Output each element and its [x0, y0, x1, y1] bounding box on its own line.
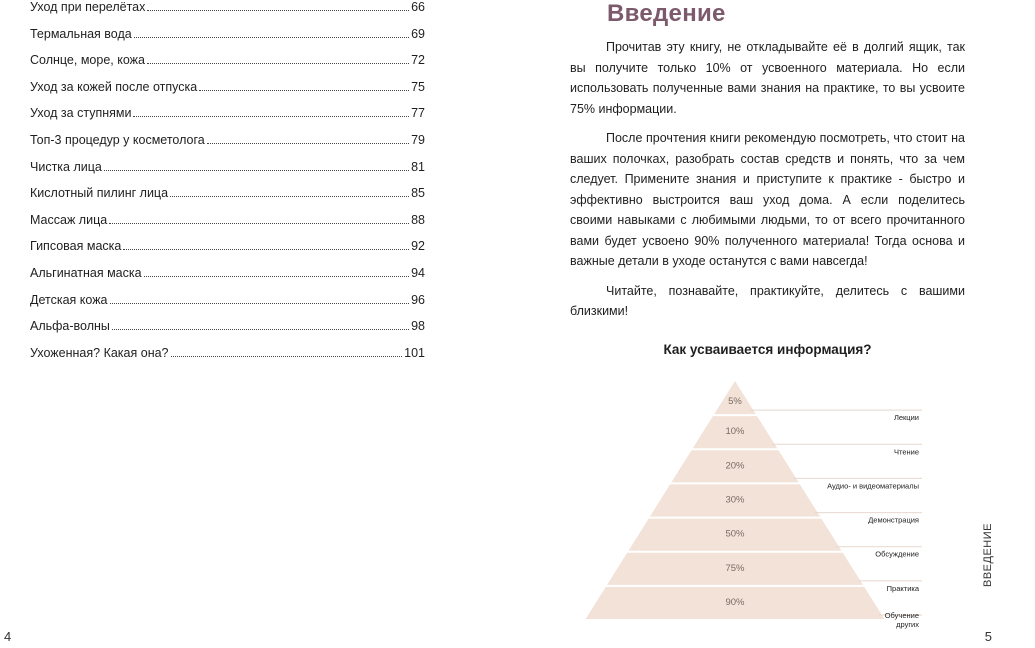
toc-entry-title: Термальная вода: [30, 26, 132, 41]
toc-entry-page: 75: [411, 79, 425, 94]
page-number-right: 5: [984, 629, 992, 644]
toc-leader-dots: [171, 356, 403, 357]
pyramid-level-value: 10%: [725, 426, 745, 438]
toc-leader-dots: [147, 10, 409, 11]
toc-entry-page: 72: [411, 53, 425, 68]
toc-entry-page: 96: [411, 292, 425, 307]
toc-entry[interactable]: [30, 156, 425, 174]
toc-leader-dots: [147, 63, 409, 64]
page-number-left: 4: [4, 629, 12, 644]
toc-entry[interactable]: [30, 129, 425, 147]
toc-leader-dots: [170, 196, 409, 197]
toc-entry-title: Топ-3 процедур у косметолога: [30, 133, 205, 147]
toc-entry[interactable]: [30, 49, 425, 67]
toc-entry-title: Уход за ступнями: [30, 106, 132, 121]
pyramid-level-value: 90%: [725, 596, 745, 608]
toc-entry[interactable]: [30, 76, 425, 94]
pyramid-level-label: Лекции: [893, 413, 919, 423]
toc-entry[interactable]: [30, 23, 425, 41]
toc-entry-title: Чистка лица: [30, 159, 102, 174]
toc-entry[interactable]: [30, 0, 425, 14]
toc-entry[interactable]: [30, 209, 425, 227]
toc-entry-title: Гипсовая маска: [30, 239, 122, 254]
toc-entry-title: Ухоженная? Какая она?: [30, 345, 169, 360]
section-side-label: [977, 520, 999, 590]
toc-leader-dots: [109, 223, 409, 224]
pyramid-level-value: 50%: [725, 528, 745, 540]
toc-entry-title: Кислотный пилинг лица: [30, 186, 169, 201]
learning-pyramid-chart: [570, 378, 930, 629]
chart-title: Как усваивается информация?: [663, 342, 872, 357]
toc-leader-dots: [112, 329, 409, 330]
toc-entry-title: Солнце, море, кожа: [30, 53, 145, 68]
toc-entry[interactable]: [30, 315, 425, 333]
toc-entry[interactable]: [30, 182, 425, 200]
toc-entry-page: 88: [411, 212, 425, 227]
toc-leader-dots: [110, 303, 410, 304]
toc-leader-dots: [133, 116, 409, 117]
toc-entry-page: 69: [411, 26, 425, 41]
toc-entry[interactable]: [30, 289, 425, 307]
toc-entry[interactable]: [30, 102, 425, 120]
toc-entry-page: 94: [411, 266, 425, 280]
toc-leader-dots: [134, 37, 409, 38]
pyramid-level-value: 5%: [728, 396, 742, 408]
toc-entry-page: 98: [411, 319, 425, 334]
toc-entry-title: Альфа-волны: [30, 319, 110, 334]
toc-entry-page: 101: [404, 345, 425, 360]
toc-entry-page: 79: [411, 133, 425, 147]
intro-body: [570, 37, 965, 331]
pyramid-level-label: Обсуждение: [875, 549, 919, 559]
toc-entry-title: Уход при перелётах: [30, 0, 146, 14]
toc-entry-page: 92: [411, 239, 425, 254]
intro-paragraph: Прочитав эту книгу, не откладывайте её в долгий ящик, так вы получите только 10% от усвоенного материала. Но если использовать полученные вами знания на практике, то вы усвоите 75% информации.: [570, 40, 965, 116]
toc-leader-dots: [207, 143, 409, 144]
intro-paragraph: После прочтения книги рекомендую посмотреть, что стоит на ваших полочках, разобрать состав средств и понять, что за чем следует. Примените знания и приступите к практике - быстро и эффективно выстроится ваш уход дома. А если поделитесь своими навыками с любимыми людьми, то от всего прочитанного вами будет усвоено 90% полученного материала! Тогда основа и важные детали в уходе останутся с вами навсегда!: [570, 131, 965, 268]
pyramid-level-label: Демонстрация: [868, 515, 919, 525]
pyramid-level-label: Практика: [886, 583, 919, 593]
pyramid-level-value: 20%: [725, 460, 745, 472]
pyramid-level-value: 30%: [725, 494, 745, 506]
pyramid-level-label: Чтение: [893, 447, 919, 457]
toc-entry-title: Детская кожа: [30, 292, 108, 307]
toc-entry-page: 66: [411, 0, 425, 14]
left-page: [0, 0, 500, 648]
toc-entry-title: Уход за кожей после отпуска: [30, 79, 198, 94]
toc-entry[interactable]: [30, 342, 425, 360]
toc-entry-page: 81: [411, 159, 425, 174]
pyramid-level-label: Обучение других: [884, 611, 919, 629]
toc-leader-dots: [144, 276, 410, 277]
toc-entry-page: 85: [411, 186, 425, 201]
intro-paragraph: Читайте, познавайте, практикуйте, делитесь с вашими близкими!: [570, 283, 965, 318]
toc-leader-dots: [104, 170, 409, 171]
toc-entry-page: 77: [411, 106, 425, 121]
toc-entry-title: Альгинатная маска: [30, 266, 142, 280]
pyramid-level-label: Аудио- и видеоматериалы: [827, 481, 919, 491]
toc-leader-dots: [199, 90, 409, 91]
toc-entry[interactable]: [30, 262, 425, 280]
toc-entry-title: Массаж лица: [30, 212, 108, 227]
toc-entry[interactable]: [30, 235, 425, 253]
pyramid-level-value: 75%: [725, 562, 745, 574]
toc-leader-dots: [123, 249, 409, 250]
page-title: Введение: [607, 0, 726, 27]
section-side-label-text: ВВЕДЕНИЕ: [982, 523, 994, 587]
